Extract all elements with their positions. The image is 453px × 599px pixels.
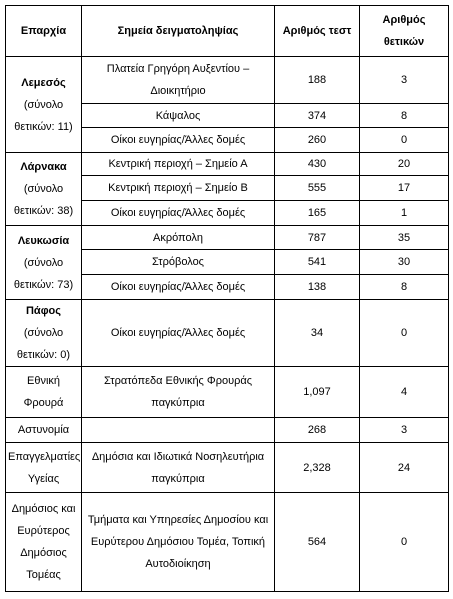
positives-value: 1 bbox=[360, 201, 449, 226]
table-row bbox=[6, 367, 449, 418]
header-positives: Αριθμός θετικών bbox=[360, 6, 449, 57]
sampling-point: Κεντρική περιοχή – Σημείο Α bbox=[82, 153, 275, 176]
sampling-point: Οίκοι ευγηρίας/Άλλες δομές bbox=[82, 128, 275, 153]
tests-value: 787 bbox=[275, 226, 360, 250]
positives-value: 20 bbox=[360, 153, 449, 176]
table-row bbox=[6, 443, 449, 493]
sampling-point: Ακρόπολη bbox=[82, 226, 275, 250]
tests-value: 1,097 bbox=[275, 367, 360, 418]
sampling-point: Πλατεία Γρηγόρη Αυξεντίου – Διοικητήριο bbox=[82, 57, 275, 104]
positives-value: 8 bbox=[360, 275, 449, 300]
tests-value: 268 bbox=[275, 418, 360, 443]
region-name: Λάρνακα bbox=[20, 161, 67, 173]
header-row bbox=[6, 6, 449, 57]
table-row bbox=[6, 418, 449, 443]
sampling-point: Στρατόπεδα Εθνικής Φρουράς παγκύπρια bbox=[82, 367, 275, 418]
region-cell-public-sector: Δημόσιος και Ευρύτερος Δημόσιος Τομέας bbox=[6, 493, 82, 592]
sampling-point: Κεντρική περιοχή – Σημείο Β bbox=[82, 176, 275, 201]
table-row bbox=[6, 153, 449, 176]
table-row bbox=[6, 57, 449, 104]
region-cell-larnaca bbox=[6, 153, 82, 226]
sampling-point: Οίκοι ευγηρίας/Άλλες δομές bbox=[82, 300, 275, 367]
tests-value: 541 bbox=[275, 250, 360, 275]
region-name: Πάφος bbox=[25, 305, 61, 317]
positives-value: 0 bbox=[360, 128, 449, 153]
tests-value: 2,328 bbox=[275, 443, 360, 493]
sampling-point: Οίκοι ευγηρίας/Άλλες δομές bbox=[82, 275, 275, 300]
region-total: (σύνολο θετικών: 38) bbox=[13, 183, 74, 217]
header-region: Επαρχία bbox=[6, 6, 82, 57]
region-cell-paphos bbox=[6, 300, 82, 367]
tests-value: 34 bbox=[275, 300, 360, 367]
region-total: (σύνολο θετικών: 73) bbox=[13, 256, 74, 291]
region-cell-national-guard: Εθνική Φρουρά bbox=[6, 367, 82, 418]
sampling-point: Δημόσια και Ιδιωτικά Νοσηλευτήρια παγκύπρια bbox=[82, 443, 275, 493]
table-row bbox=[6, 493, 449, 592]
positives-value: 4 bbox=[360, 367, 449, 418]
tests-value: 260 bbox=[275, 128, 360, 153]
header-tests: Αριθμός τεστ bbox=[275, 6, 360, 57]
results-table bbox=[5, 5, 449, 592]
tests-value: 165 bbox=[275, 201, 360, 226]
positives-value: 24 bbox=[360, 443, 449, 493]
region-total: (σύνολο θετικών: 11) bbox=[14, 98, 73, 133]
sampling-point: Οίκοι ευγηρίας/Άλλες δομές bbox=[82, 201, 275, 226]
sampling-point: Κάψαλος bbox=[82, 104, 275, 128]
region-cell-police: Αστυνομία bbox=[6, 418, 82, 443]
tests-value: 138 bbox=[275, 275, 360, 300]
positives-value: 3 bbox=[360, 57, 449, 104]
sampling-point: Τμήματα και Υπηρεσίες Δημοσίου και Ευρύτερου Δημόσιου Τομέα, Τοπική Αυτοδιοίκηση bbox=[82, 493, 275, 592]
tests-value: 188 bbox=[275, 57, 360, 104]
sampling-point bbox=[82, 418, 275, 443]
positives-value: 35 bbox=[360, 226, 449, 250]
positives-value: 8 bbox=[360, 104, 449, 128]
region-cell-limassol bbox=[6, 57, 82, 153]
sampling-point: Στρόβολος bbox=[82, 250, 275, 275]
region-total: (σύνολο θετικών: 0) bbox=[16, 327, 71, 361]
region-cell-health-professionals: Επαγγελματίες Υγείας bbox=[6, 443, 82, 493]
tests-value: 374 bbox=[275, 104, 360, 128]
positives-value: 30 bbox=[360, 250, 449, 275]
results-table-container bbox=[5, 5, 449, 592]
region-name: Λευκωσία bbox=[17, 234, 70, 247]
region-cell-nicosia bbox=[6, 226, 82, 300]
positives-value: 3 bbox=[360, 418, 449, 443]
tests-value: 555 bbox=[275, 176, 360, 201]
positives-value: 0 bbox=[360, 493, 449, 592]
table-row bbox=[6, 226, 449, 250]
tests-value: 430 bbox=[275, 153, 360, 176]
header-sampling-point: Σημεία δειγματοληψίας bbox=[82, 6, 275, 57]
positives-value: 17 bbox=[360, 176, 449, 201]
region-name: Λεμεσός bbox=[21, 76, 66, 89]
tests-value: 564 bbox=[275, 493, 360, 592]
positives-value: 0 bbox=[360, 300, 449, 367]
table-row bbox=[6, 300, 449, 367]
